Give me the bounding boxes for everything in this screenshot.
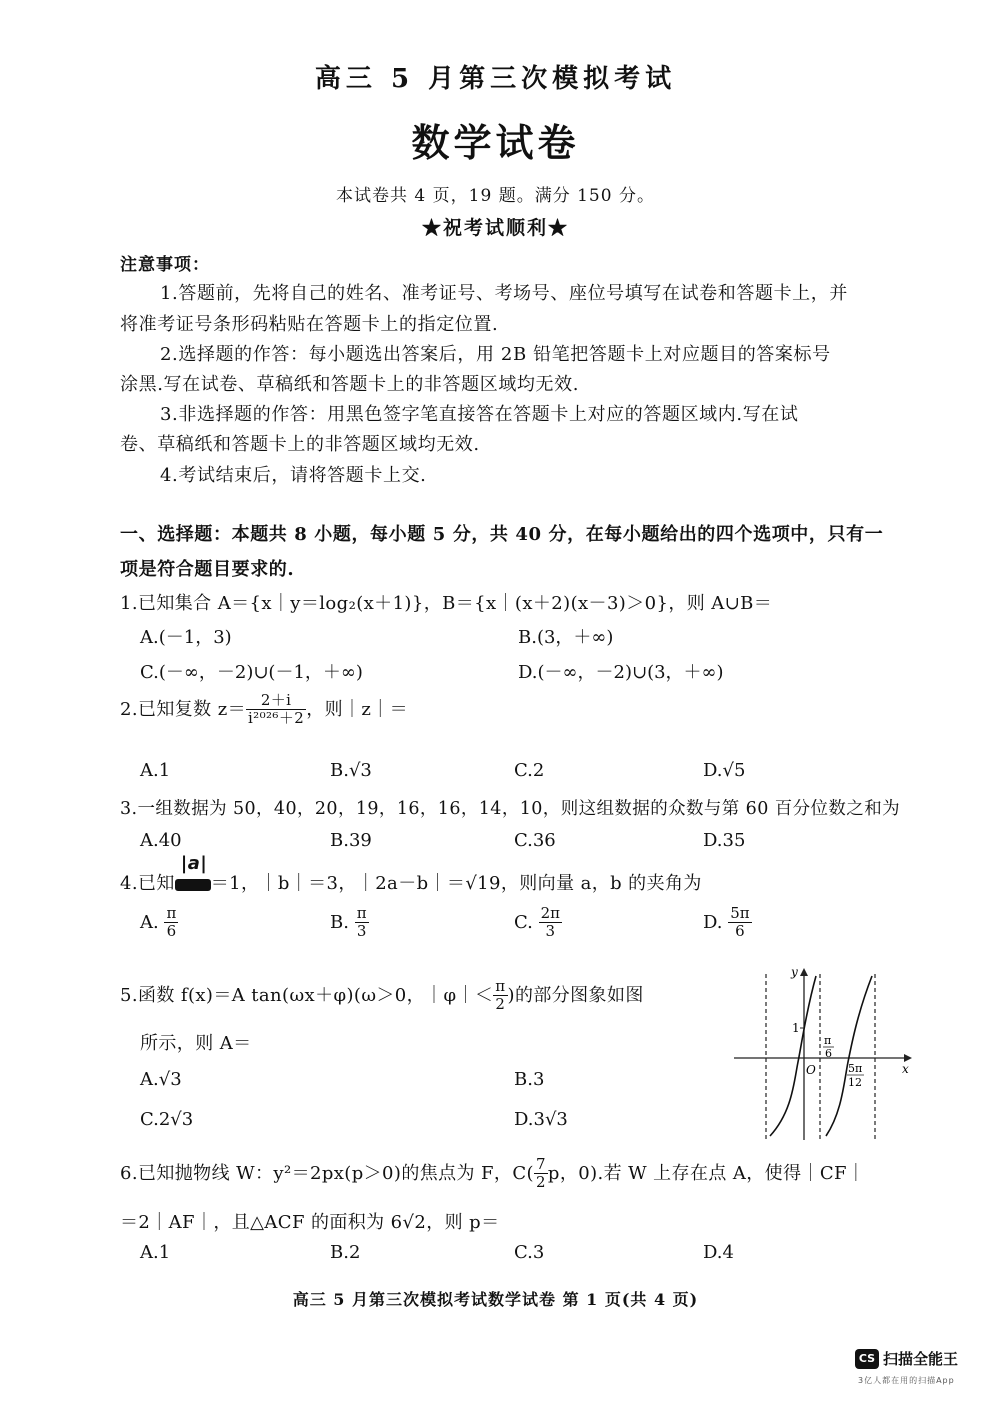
q4-c-label: C. (514, 911, 533, 933)
q4-option-c (514, 905, 562, 941)
question-6-stem-cont: ＝2｜AF｜，且△ACF 的面积为 6√2，则 p＝ (120, 1212, 500, 1233)
exam-info: 本试卷共 4 页，19 题。满分 150 分。 (336, 186, 655, 206)
tick-pi6-num: π (824, 1034, 832, 1047)
y-axis-arrow (800, 968, 808, 976)
tangent-branch-2 (826, 976, 872, 1136)
q5-stem-post: )的部分图象如图 (507, 984, 644, 1006)
notice-line: 4.考试结束后，请将答题卡上交. (160, 465, 427, 486)
q5-tangent-graph (730, 962, 920, 1144)
y-axis-label: y (791, 965, 798, 979)
q5-option-c: C.2√3 (140, 1109, 194, 1130)
q2-numerator: 2＋i (246, 692, 306, 710)
q2-option-a: A.1 (140, 760, 171, 781)
q6-option-b: B.2 (330, 1242, 361, 1263)
tick-5pi12-num: 5π (848, 1062, 863, 1075)
notice-line: 1.答题前，先将自己的姓名、准考证号、考场号、座位号填写在试卷和答题卡上，并 (160, 283, 848, 304)
q4-option-d (703, 905, 752, 941)
scanner-name: 扫描全能王 (883, 1350, 959, 1368)
q5-option-a: A.√3 (140, 1069, 182, 1090)
question-5-stem-cont: 所示，则 A＝ (140, 1033, 252, 1054)
q1-option-d: D.(－∞，－2)∪(3，＋∞) (518, 662, 724, 683)
exam-title: 数学试卷 (411, 120, 580, 165)
q3-option-c: C.36 (514, 830, 556, 851)
q5-frac-den: 2 (495, 995, 506, 1014)
q2-denominator: i²⁰²⁶＋2 (247, 709, 305, 728)
notice-line: 将准考证号条形码粘贴在答题卡上的指定位置. (120, 314, 499, 335)
question-4-stem (120, 853, 702, 895)
notice-line: 2.选择题的作答：每小题选出答案后，用 2B 铅笔把答题卡上对应题目的答案标号 (160, 344, 831, 365)
q4-c-den: 3 (545, 922, 556, 941)
q4-c-num: 2π (540, 904, 560, 922)
question-6-stem (120, 1156, 865, 1192)
section-heading: 一、选择题：本题共 8 小题，每小题 5 分，共 40 分，在每小题给出的四个选项中，只有一 (120, 524, 884, 545)
y-tick-label: 1 (792, 1021, 800, 1035)
q6-option-c: C.3 (514, 1242, 545, 1263)
q4-a-fraction (164, 905, 178, 941)
tick-5pi12-den: 12 (848, 1076, 862, 1089)
q5-option-d: D.3√3 (514, 1109, 568, 1130)
x-axis-arrow (904, 1054, 912, 1062)
q4-b-den: 3 (356, 922, 367, 941)
q2-stem-post: ，则｜z｜＝ (306, 698, 409, 720)
q4-option-b (330, 905, 369, 941)
q2-fraction (246, 692, 306, 728)
q6-stem-post: p，0).若 W 上存在点 A，使得｜CF｜ (547, 1162, 866, 1184)
question-2-stem (120, 692, 408, 728)
notice-heading: 注意事项： (120, 255, 210, 275)
q4-d-label: D. (703, 911, 723, 933)
q2-option-c: C.2 (514, 760, 545, 781)
q4-c-fraction (539, 905, 562, 941)
q4-a-num: π (166, 904, 177, 922)
q4-b-label: B. (330, 911, 349, 933)
q2-option-d: D.√5 (703, 760, 746, 781)
scanner-tagline: 3亿人都在用的扫描App (858, 1376, 955, 1385)
q4-a-den: 6 (166, 922, 177, 941)
q4-d-den: 6 (735, 922, 745, 941)
q6-frac-den: 2 (535, 1173, 546, 1192)
notice-line: 涂黑.写在试卷、草稿纸和答题卡上的非答题区域均无效. (120, 374, 580, 395)
q5-frac-num: π (495, 977, 506, 995)
tick-pi6-den: 6 (825, 1047, 832, 1060)
q4-scribble (175, 853, 211, 893)
q4-d-fraction (728, 905, 751, 941)
q2-stem-pre: 2.已知复数 z＝ (120, 698, 246, 720)
q4-handwritten-note: |a| (180, 853, 208, 874)
q4-option-a (140, 905, 178, 941)
scanner-watermark (855, 1348, 958, 1369)
q4-b-num: π (356, 904, 367, 922)
page-footer: 高三 5 月第三次模拟考试数学试卷 第 1 页(共 4 页) (292, 1290, 699, 1309)
q5-option-b: B.3 (514, 1069, 545, 1090)
q1-option-a: A.(－1，3) (140, 627, 232, 648)
q3-option-a: A.40 (140, 830, 182, 851)
q2-option-b: B.√3 (330, 760, 372, 781)
origin-label: O (806, 1063, 816, 1077)
x-axis-label: x (902, 1062, 909, 1076)
q6-option-a: A.1 (140, 1242, 171, 1263)
q6-frac-num: 7 (535, 1155, 546, 1173)
q6-stem-pre: 6.已知抛物线 W：y²＝2px(p＞0)的焦点为 F，C( (120, 1162, 534, 1184)
q3-option-d: D.35 (703, 830, 746, 851)
exam-wish: ★祝考试顺利★ (421, 217, 569, 239)
q4-d-num: 5π (730, 904, 750, 922)
exam-subtitle: 高三 5 月第三次模拟考试 (314, 64, 677, 94)
q4-a-label: A. (140, 911, 159, 933)
q4-stem-pre: 4.已知 (120, 873, 175, 894)
q6-option-d: D.4 (703, 1242, 734, 1263)
q5-fraction (493, 978, 507, 1014)
notice-line: 3.非选择题的作答：用黑色签字笔直接答在答题卡上对应的答题区域内.写在试 (160, 404, 799, 425)
q6-fraction (534, 1156, 548, 1192)
question-5-stem (120, 978, 644, 1014)
tangent-branch-1 (770, 976, 816, 1136)
q4-b-fraction (355, 905, 369, 941)
q4-scribbled-out-text (175, 879, 211, 891)
notice-line: 卷、草稿纸和答题卡上的非答题区域均无效. (120, 434, 480, 455)
question-1-stem: 1.已知集合 A＝{x｜y＝log₂(x＋1)}，B＝{x｜(x＋2)(x－3)＞0}，则 A∪B＝ (120, 593, 773, 614)
q3-option-b: B.39 (330, 830, 372, 851)
q4-stem-post: ＝1，｜b｜＝3，｜2a－b｜＝√19，则向量 a，b 的夹角为 (210, 873, 702, 894)
question-3-stem: 3.一组数据为 50，40，20，19，16，16，14，10，则这组数据的众数与第 60 百分位数之和为 (120, 799, 900, 819)
scanner-badge: CS (855, 1349, 879, 1369)
section-heading-cont: 项是符合题目要求的. (120, 559, 295, 580)
q1-option-b: B.(3，＋∞) (518, 627, 614, 648)
q5-stem-pre: 5.函数 f(x)＝A tan(ωx＋φ)(ω＞0，｜φ｜＜ (120, 984, 494, 1006)
q1-option-c: C.(－∞，－2)∪(－1，＋∞) (140, 662, 363, 683)
